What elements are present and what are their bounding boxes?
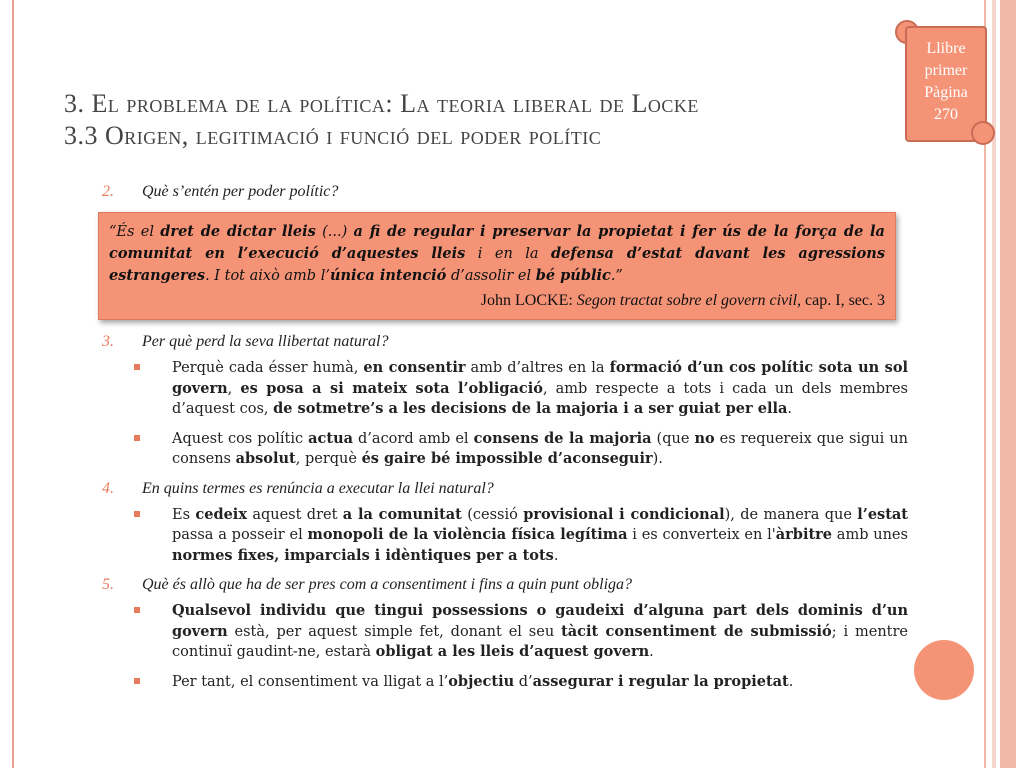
- badge-line-2: primer: [924, 62, 968, 79]
- badge-line-1: Llibre: [926, 40, 966, 57]
- page-reference-scroll: [895, 20, 995, 145]
- quote-citation: John LOCKE: Segon tractat sobre el govern civil, cap. I, sec. 3: [480, 292, 885, 309]
- title-line-2: 3.3 Origen, legitimació i funció del poder polític: [64, 121, 602, 150]
- slide-content: [102, 182, 908, 701]
- frame-left-line: [12, 0, 14, 768]
- list-item: Aquest cos polític actua d’acord amb el consens de la majoria (que no es requereix que sigui un consens absolut, perquè és gaire bé impossible d’aconseguir).: [172, 429, 908, 470]
- question-2-number: 2.: [102, 183, 114, 200]
- question-2-text: Què s’entén per poder polític?: [142, 183, 339, 200]
- list-item: Qualsevol individu que tingui possessions o gaudeixi d’alguna part dels dominis d’un govern està, per aquest simple fet, donant el seu tàcit consentiment de submissió; i mentre continuï gaudint-ne, estarà obligat a les lleis d’aquest govern.: [172, 601, 908, 663]
- list-item: Es cedeix aquest dret a la comunitat (cessió provisional i condicional), de manera que l’estat passa a posseir el monopoli de la violència física legítima i es converteix en l'àrbitre amb unes normes fixes, imparcials i idèntiques per a tots.: [172, 505, 908, 567]
- slide-title: [64, 88, 904, 152]
- bullet-square-icon: [134, 678, 140, 684]
- question-4: [102, 479, 908, 499]
- question-2: [102, 182, 908, 202]
- question-3-number: 3.: [102, 333, 114, 350]
- badge-line-4: 270: [934, 106, 958, 123]
- question-3: [102, 332, 908, 352]
- bullet-square-icon: [134, 511, 140, 517]
- list-item: Per tant, el consentiment va lligat a l’objectiu d’assegurar i regular la propietat.: [172, 672, 908, 693]
- bullet-square-icon: [134, 364, 140, 370]
- question-5-text: Què és allò que ha de ser pres com a consentiment i fins a quin punt obliga?: [142, 576, 633, 593]
- title-line-1: 3. El problema de la política: La teoria liberal de Locke: [64, 89, 699, 118]
- question-4-number: 4.: [102, 479, 114, 497]
- question-5-number: 5.: [102, 576, 114, 593]
- frame-right-band: [992, 0, 1016, 768]
- quote-text: “És el dret de dictar lleis (...) a fi de regular i preservar la propietat i fer ús de la força de la comunitat en l’execució d’aquestes lleis i en la defensa d’estat davant les agressions estrangeres. I tot això amb l’única intenció d’assolir el bé públic.”: [109, 223, 886, 284]
- question-5: [102, 575, 908, 595]
- question-5-answers: [102, 601, 908, 692]
- locke-quote-box: [98, 212, 896, 320]
- question-4-text: En quins termes es renúncia a executar la llei natural?: [142, 479, 494, 497]
- bullet-square-icon: [134, 607, 140, 613]
- bullet-square-icon: [134, 435, 140, 441]
- list-item: Perquè cada ésser humà, en consentir amb d’altres en la formació d’un cos polític sota un sol govern, es posa a si mateix sota l’obligació, amb respecte a tots i cada un dels membres d’aquest cos, de sotmetre’s a les decisions de la majoria i a ser guiat per ella.: [172, 358, 908, 420]
- badge-line-3: Pàgina: [924, 84, 968, 101]
- decorative-circle: [914, 640, 974, 700]
- scroll-curl-bottom: [971, 121, 995, 145]
- question-3-answers: [102, 358, 908, 470]
- question-4-answers: [102, 505, 908, 567]
- question-3-text: Per què perd la seva llibertat natural?: [142, 333, 389, 350]
